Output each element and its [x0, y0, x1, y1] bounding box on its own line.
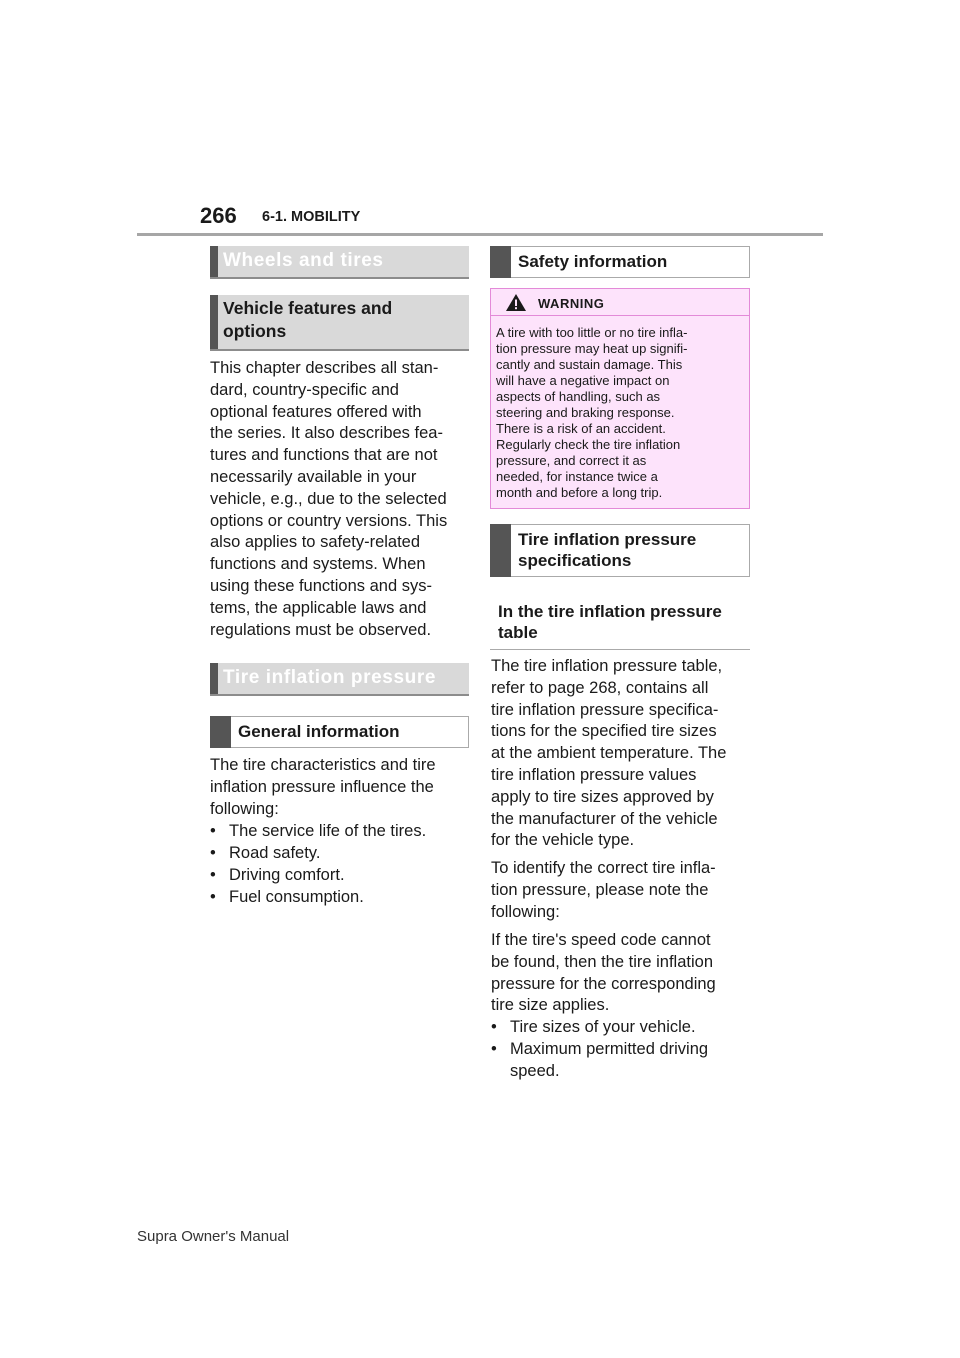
text-line: pressure, and correct it as	[496, 453, 647, 468]
list-item	[210, 865, 472, 887]
list-item-text: Tire sizes of your vehicle.	[510, 1018, 696, 1036]
general-paragraph	[210, 755, 472, 820]
text-line: using these functions and sys-	[210, 576, 432, 595]
heading-specifications-line-2: specifications	[518, 551, 632, 570]
warning-title: WARNING	[538, 296, 605, 311]
list-item	[210, 843, 472, 865]
text-line: needed, for instance twice a	[496, 469, 658, 484]
heading-tire-pressure-specifications	[490, 524, 750, 577]
text-line: the series. It also describes fea-	[210, 424, 443, 443]
text-line: The tire characteristics and tire	[210, 756, 436, 774]
heading-vehicle-features	[210, 295, 469, 351]
text-line: dard, country-specific and	[210, 380, 399, 399]
warning-header	[491, 289, 749, 316]
text-line: for the vehicle type.	[491, 831, 635, 850]
bullet-dot: •	[491, 1018, 497, 1036]
text-line: necessarily available in your	[210, 467, 417, 486]
heading-table-line-1: In the tire inflation pressure	[498, 602, 722, 621]
list-item	[210, 887, 472, 909]
heading-wheels-and-tires-text: Wheels and tires	[223, 250, 384, 271]
text-line: month and before a long trip.	[496, 485, 663, 500]
bullet-dot: •	[210, 888, 216, 906]
text-line: cantly and sustain damage. This	[496, 357, 683, 372]
text-line: vehicle, e.g., due to the selected	[210, 489, 447, 508]
heading-general-information-text: General information	[238, 722, 400, 741]
warning-triangle-icon	[505, 293, 527, 312]
text-line: aspects of handling, such as	[496, 389, 661, 404]
heading-safety-information	[490, 246, 750, 278]
bullet-dot: •	[210, 844, 216, 862]
text-line: tire inflation pressure specifica-	[491, 700, 719, 719]
text-line: tion pressure may heat up signifi-	[496, 341, 688, 356]
list-item-text: Fuel consumption.	[229, 888, 364, 906]
speed-code-paragraph	[491, 930, 753, 1017]
text-line: tions for the specified tire sizes	[491, 722, 717, 741]
text-line: To identify the correct tire infla-	[491, 859, 716, 877]
text-line: tion pressure, please note the	[491, 880, 709, 899]
header-divider	[137, 233, 823, 236]
bullet-dot: •	[210, 822, 216, 840]
heading-safety-information-text: Safety information	[518, 252, 668, 271]
list-item	[491, 1039, 753, 1083]
text-line: options or country versions. This	[210, 511, 448, 530]
list-item	[210, 821, 472, 843]
text-line: regulations must be observed.	[210, 620, 432, 639]
footer-manual-title: Supra Owner's Manual	[137, 1228, 290, 1245]
text-line: inflation pressure influence the	[210, 777, 434, 796]
text-line: steering and braking response.	[496, 405, 675, 420]
text-line: at the ambient temperature. The	[491, 744, 727, 763]
text-line: refer to page 268, contains all	[491, 678, 709, 697]
list-item-text: Road safety.	[229, 844, 321, 862]
text-line: the manufacturer of the vehicle	[491, 809, 718, 828]
bullet-dot: •	[491, 1040, 497, 1058]
list-item	[491, 1017, 753, 1039]
text-line: also applies to safety-related	[210, 533, 421, 552]
text-line: This chapter describes all stan-	[210, 359, 439, 377]
text-line: There is a risk of an accident.	[496, 421, 666, 436]
text-line: tems, the applicable laws and	[210, 598, 427, 617]
identify-paragraph	[491, 858, 753, 923]
heading-vehicle-features-line-1: Vehicle features and	[223, 298, 393, 318]
table-paragraph	[491, 656, 753, 852]
list-item-text: The service life of the tires.	[229, 822, 427, 840]
text-line: functions and systems. When	[210, 555, 426, 574]
text-line: tures and functions that are not	[210, 446, 438, 465]
heading-tire-inflation-pressure	[210, 663, 469, 696]
text-line: optional features offered with	[210, 402, 422, 421]
list-item-text: Driving comfort.	[229, 866, 345, 884]
heading-wheels-and-tires	[210, 246, 469, 279]
text-line: tire inflation pressure values	[491, 765, 697, 784]
heading-tire-inflation-pressure-text: Tire inflation pressure	[223, 667, 437, 688]
text-line: will have a negative impact on	[496, 373, 670, 388]
bullet-dot: •	[210, 866, 216, 884]
heading-table-line-2: table	[498, 623, 538, 642]
heading-general-information	[210, 716, 469, 748]
text-line: tire size applies.	[491, 996, 610, 1015]
text-line: A tire with too little or no tire infla-	[496, 325, 688, 340]
heading-specifications-line-1: Tire inflation pressure	[518, 530, 697, 549]
heading-vehicle-features-line-2: options	[223, 321, 287, 341]
text-line: be found, then the tire inflation	[491, 952, 713, 971]
list-item-text: Maximum permitted driving	[510, 1040, 709, 1058]
text-line: following:	[491, 902, 560, 921]
chapter-title: 6-1. MOBILITY	[262, 209, 361, 225]
list-item-text-continued: speed.	[510, 1062, 560, 1080]
page-number: 266	[200, 203, 237, 228]
intro-paragraph	[210, 358, 472, 641]
text-line: If the tire's speed code cannot	[491, 931, 711, 949]
text-line: Regularly check the tire inflation	[496, 437, 681, 452]
heading-in-the-table	[490, 598, 750, 650]
text-line: following:	[210, 799, 279, 818]
text-line: apply to tire sizes approved by	[491, 787, 714, 806]
warning-text	[496, 325, 746, 501]
text-line: pressure for the corresponding	[491, 974, 716, 993]
warning-box	[490, 288, 750, 509]
text-line: The tire inflation pressure table,	[491, 657, 723, 675]
